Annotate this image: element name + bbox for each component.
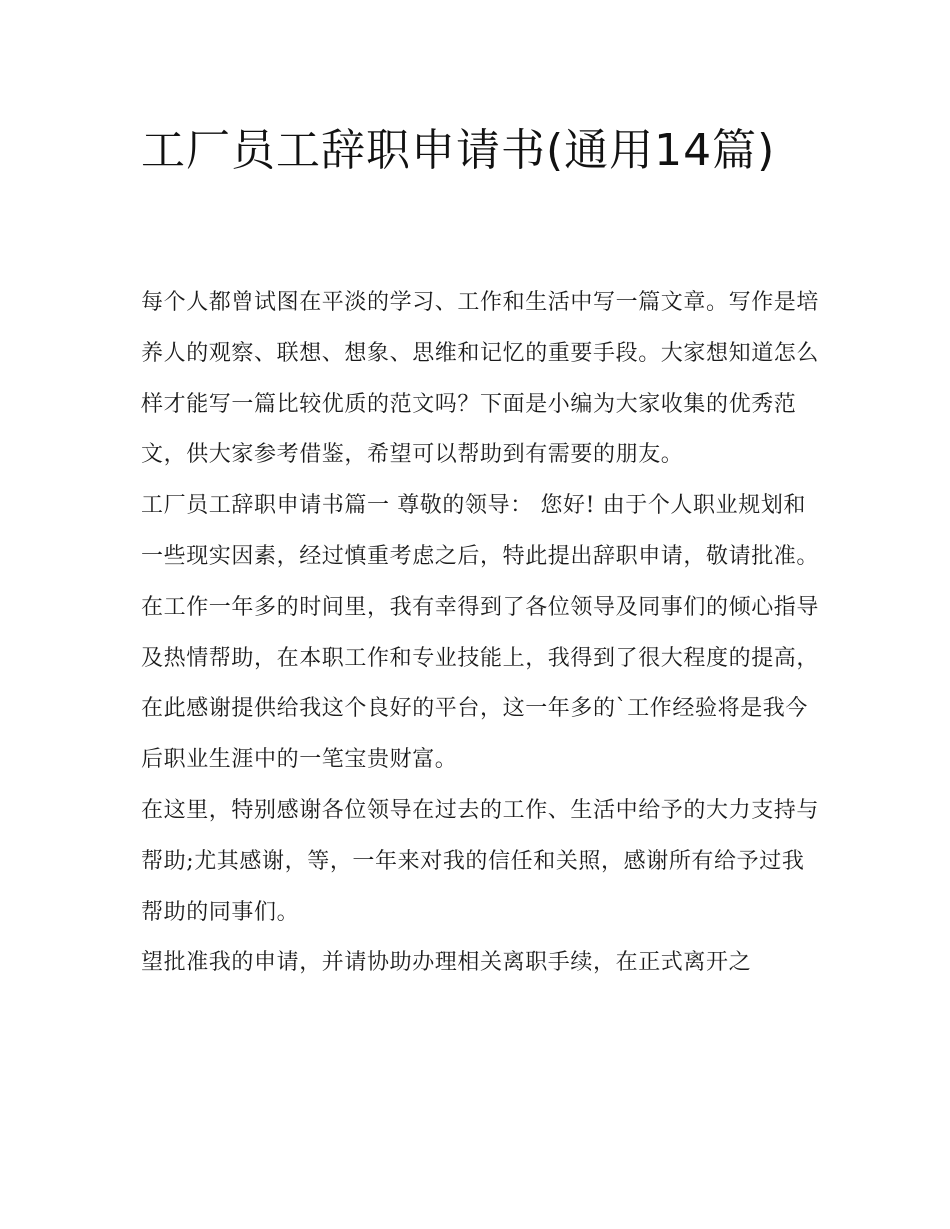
paragraph-intro: 每个人都曾试图在平淡的学习、工作和生活中写一篇文章。写作是培养人的观察、联想、想象、思维和记忆的重要手段。大家想知道怎么样才能写一篇比较优质的范文吗？下面是小编为大家收集的优秀范文，供大家参考借鉴，希望可以帮助到有需要的朋友。 (141, 290, 820, 468)
document-body (141, 278, 821, 989)
paragraph-thanks: 在这里，特别感谢各位领导在过去的工作、生活中给予的大力支持与帮助;尤其感谢，等，一年来对我的信任和关照，感谢所有给予过我帮助的同事们。 (141, 797, 820, 925)
paragraph-letter-opening: 工厂员工辞职申请书篇一 尊敬的领导： 您好! 由于个人职业规划和一些现实因素，经过慎重考虑之后，特此提出辞职申请，敬请批准。 (141, 493, 820, 569)
paragraph-request: 望批准我的申请，并请协助办理相关离职手续，在正式离开之 (141, 950, 752, 976)
paragraph-gratitude: 在工作一年多的时间里，我有幸得到了各位领导及同事们的倾心指导及热情帮助，在本职工作和专业技能上，我得到了很大程度的提高，在此感谢提供给我这个良好的平台，这一年多的`工作经验将是我今后职业生涯中的一笔宝贵财富。 (141, 594, 820, 773)
document-title: 工厂员工辞职申请书(通用14篇) (141, 125, 776, 176)
